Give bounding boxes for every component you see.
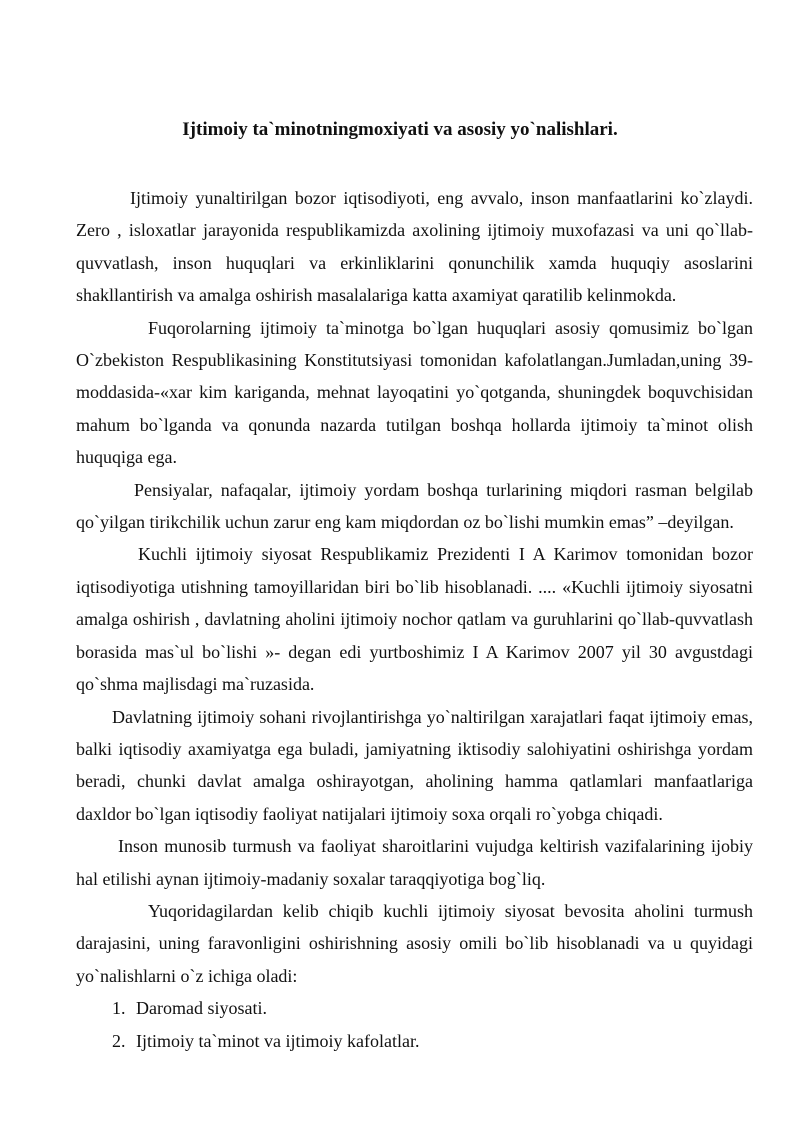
paragraph: Inson munosib turmush va faoliyat sharoitlarini vujudga keltirish vazifalarining ijobiy hal etilishi aynan ijtimoiy-madaniy soxalar taraqqiyotiga bog`liq. <box>76 836 753 889</box>
document-body <box>76 182 753 1057</box>
numbered-list <box>76 992 753 1057</box>
paragraph: Ijtimoiy yunaltirilgan bozor iqtisodiyoti, eng avvalo, inson manfaatlarini ko`zlaydi. Zero , isloxatlar jarayonida respublikamizda axolining ijtimoiy muxofazasi va uni qo`llab-quvvatlash, inson huquqlari va erkinliklarini qonunchilik xamda huquqiy asoslarini shakllantirish va amalga oshirish masalalariga katta axamiyat qaratilib kelinmokda. <box>76 188 753 306</box>
list-item <box>76 1025 753 1057</box>
paragraph: Fuqorolarning ijtimoiy ta`minotga bo`lgan huquqlari asosiy qomusimiz bo`lgan O`zbekiston Respublikasining Konstitutsiyasi tomonidan kafolatlangan.Jumladan,uning 39-moddasida-«xar kim kariganda, mehnat layoqatini yo`qotganda, shuningdek boquvchisidan mahum bo`lganda va qonunda nazarda tutilgan boshqa hollarda ijtimoiy ta`minot olish huquqiga ega. <box>76 317 753 468</box>
list-item <box>76 992 753 1024</box>
list-item-text: Ijtimoiy ta`minot va ijtimoiy kafolatlar. <box>136 1030 420 1051</box>
paragraph: Kuchli ijtimoiy siyosat Respublikamiz Prezidenti I A Karimov tomonidan bozor iqtisodiyotiga utishning tamoyillaridan biri bo`lib hisoblanadi. .... «Kuchli ijtimoiy siyosatni amalga oshirish , davlatning aholini ijtimoiy nochor qatlam va guruhlarini qo`llab-quvvatlash borasida mas`ul bo`lishi »- degan edi yurtboshimiz I A Karimov 2007 yil 30 avgustdagi qo`shma majlisdagi ma`ruzasida. <box>76 544 753 695</box>
list-item-number: 2. <box>112 1030 126 1051</box>
list-item-number: 1. <box>112 998 126 1019</box>
paragraph: Pensiyalar, nafaqalar, ijtimoiy yordam boshqa turlarining miqdori rasman belgilab qo`yilgan tirikchilik uchun zarur eng kam miqdordan oz bo`lishi mumkin emas” –deyilgan. <box>76 479 753 533</box>
paragraph: Yuqoridagilardan kelib chiqib kuchli ijtimoiy siyosat bevosita aholini turmush darajasini, uning faravonligini oshirishning asosiy omili bo`lib hisoblanadi va u quyidagi yo`nalishlarni o`z ichiga oladi: <box>76 900 753 986</box>
document-title: Ijtimoiy ta`minotningmoxiyati va asosiy yo`nalishlari. <box>182 119 618 140</box>
paragraph: Davlatning ijtimoiy sohani rivojlantirishga yo`naltirilgan xarajatlari faqat ijtimoiy emas, balki iqtisodiy axamiyatga ega buladi, jamiyatning iktisodiy salohiyatini oshirishga yordam beradi, chunki davlat amalga oshirayotgan, aholining hamma qatlamlari manfaatlariga daxldor bo`lgan iqtisodiy faoliyat natijalari ijtimoiy soxa orqali ro`yobga chiqadi. <box>76 706 753 824</box>
list-item-text: Daromad siyosati. <box>136 998 267 1019</box>
